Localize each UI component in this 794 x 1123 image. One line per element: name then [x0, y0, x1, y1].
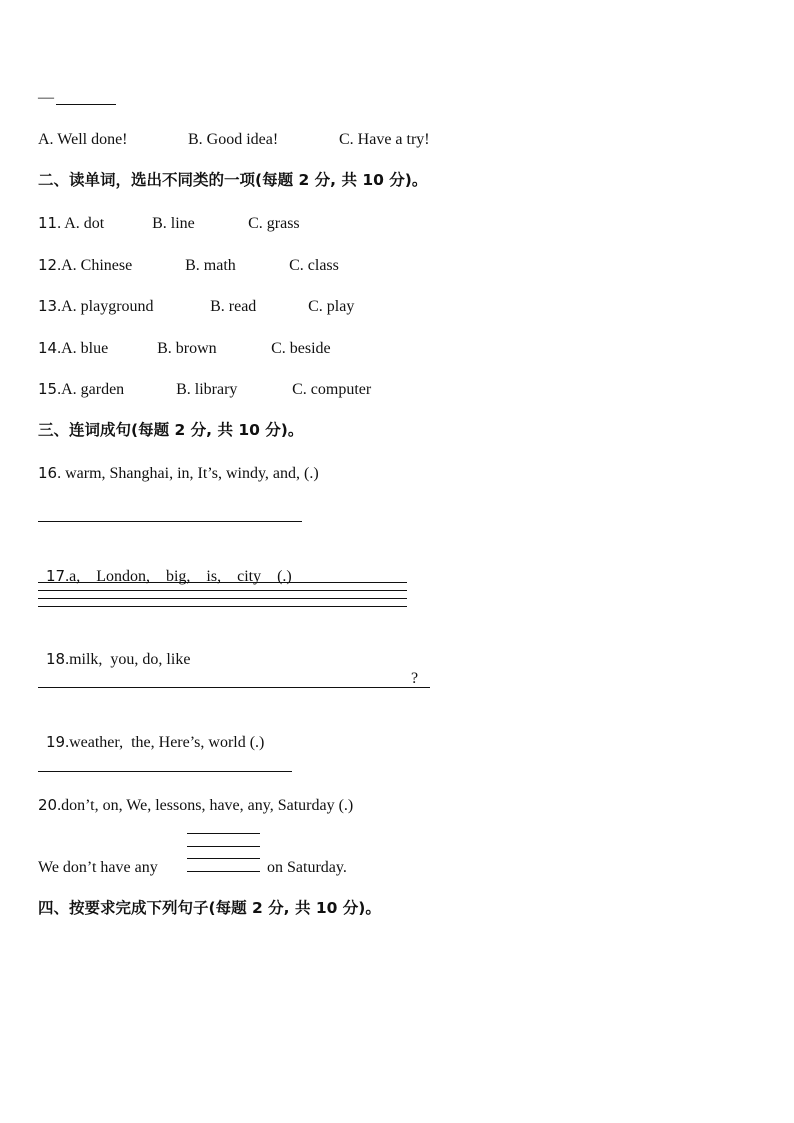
- question-number: 19: [46, 733, 66, 751]
- option-c: C. beside: [271, 340, 331, 357]
- option-c: C. play: [308, 298, 355, 315]
- answer-line-20-b[interactable]: [187, 846, 260, 847]
- question-number: 15: [38, 380, 58, 398]
- scrambled-words: . warm, Shanghai, in, It’s, windy, and, (.): [57, 465, 319, 482]
- q10-options: [38, 130, 430, 150]
- question-mark: ?: [411, 670, 419, 687]
- question-number: 17: [46, 567, 66, 585]
- section-3-heading: 三、连词成句(每题 2 分, 共 10 分)。: [38, 421, 304, 439]
- question-number: 13: [38, 297, 58, 315]
- answer-line-20-a[interactable]: [187, 833, 260, 834]
- answer-line-20-c[interactable]: [187, 858, 260, 859]
- question-13: [38, 296, 354, 317]
- question-number: 12: [38, 256, 58, 274]
- q10-option-c: C. Have a try!: [339, 131, 430, 148]
- answer-line-18[interactable]: [38, 687, 430, 688]
- option-a: . A. dot: [57, 215, 105, 232]
- question-17: [38, 546, 292, 587]
- section-2-heading: 二、读单词，选出不同类的一项(每题 2 分, 共 10 分)。: [38, 171, 428, 189]
- question-20: [38, 795, 353, 816]
- question-14: [38, 338, 331, 359]
- question-11: [38, 213, 300, 234]
- scrambled-words: .milk, you, do, like: [65, 651, 191, 668]
- scrambled-words: .don’t, on, We, lessons, have, any, Saturday (.): [57, 797, 354, 814]
- answer-line-19[interactable]: [38, 771, 292, 772]
- question-16: [38, 463, 319, 484]
- sentence-20-after: on Saturday.: [267, 859, 347, 876]
- option-b: B. line: [152, 215, 195, 232]
- question-19: [38, 712, 264, 753]
- option-b: B. math: [185, 257, 236, 274]
- question-15: [38, 379, 371, 400]
- question-number: 16: [38, 464, 58, 482]
- scrambled-words: .a, London, big, is, city (.): [65, 568, 292, 585]
- question-number: 14: [38, 339, 58, 357]
- answer-dash: [38, 88, 54, 108]
- option-b: B. read: [210, 298, 257, 315]
- option-a: .A. garden: [57, 381, 125, 398]
- option-c: C. computer: [292, 381, 372, 398]
- option-a: .A. Chinese: [57, 257, 133, 274]
- q10-option-a: A. Well done!: [38, 131, 128, 148]
- question-18: [38, 629, 190, 670]
- option-b: B. library: [176, 381, 238, 398]
- answer-line-17-c[interactable]: [38, 598, 407, 599]
- question-number: 11: [38, 214, 58, 232]
- option-b: B. brown: [157, 340, 217, 357]
- option-c: C. grass: [248, 215, 300, 232]
- question-number: 18: [46, 650, 66, 668]
- q10-option-b: B. Good idea!: [188, 131, 279, 148]
- answer-line-20-d[interactable]: [187, 871, 260, 872]
- section-4-heading: 四、按要求完成下列句子(每题 2 分, 共 10 分)。: [38, 899, 381, 917]
- answer-blank-10[interactable]: [56, 104, 116, 105]
- dash-mark: —: [38, 89, 54, 106]
- answer-line-17-a[interactable]: [38, 582, 407, 583]
- answer-line-17-d[interactable]: [38, 606, 407, 607]
- answer-line-17-b[interactable]: [38, 590, 407, 591]
- question-number: 20: [38, 796, 58, 814]
- option-c: C. class: [289, 257, 339, 274]
- scrambled-words: .weather, the, Here’s, world (.): [65, 734, 265, 751]
- answer-line-16[interactable]: [38, 521, 302, 522]
- question-12: [38, 255, 339, 276]
- sentence-20-before: We don’t have any: [38, 859, 158, 876]
- option-a: .A. blue: [57, 340, 109, 357]
- option-a: .A. playground: [57, 298, 154, 315]
